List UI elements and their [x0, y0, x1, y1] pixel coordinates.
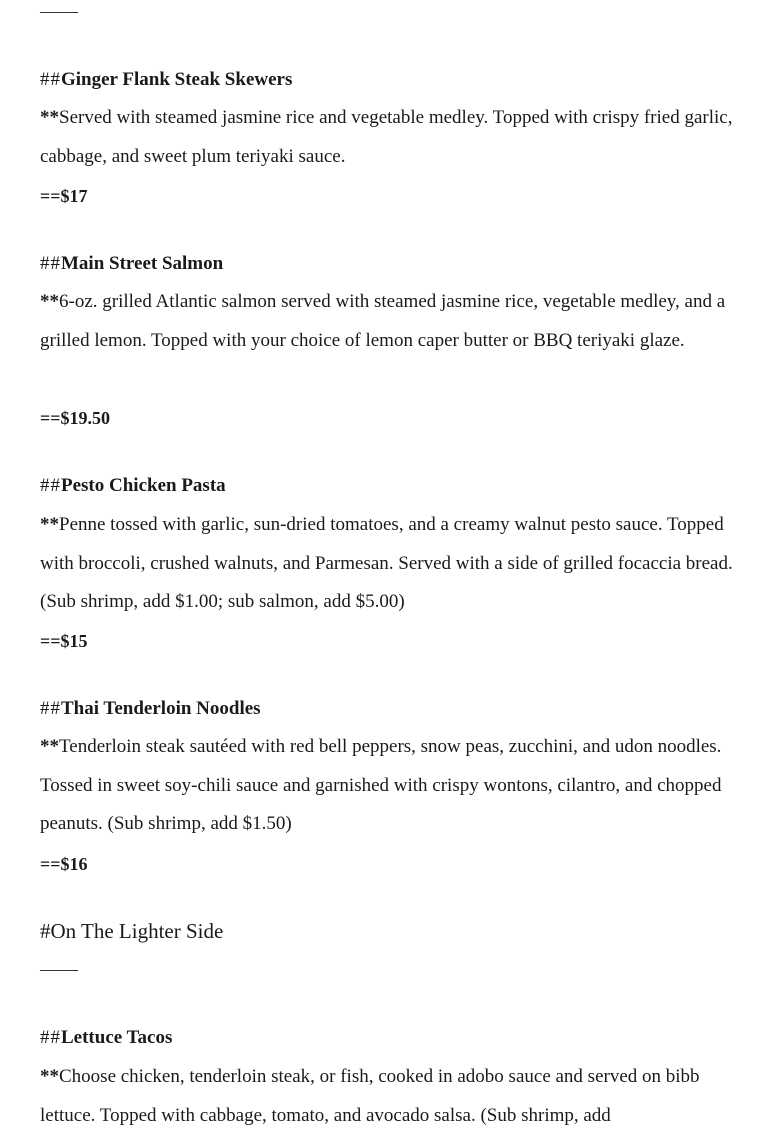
menu-item-description	[40, 728, 740, 844]
menu-item-description	[40, 506, 740, 622]
desc-marker: **	[40, 291, 59, 312]
menu-item-title	[40, 697, 261, 721]
title-marker: ##	[40, 253, 61, 274]
menu-item-title	[40, 68, 292, 92]
menu-item-name: Main Street Salmon	[61, 253, 224, 274]
menu-item-price: ==$19.50	[40, 408, 111, 428]
top-divider: ——	[40, 1, 78, 22]
desc-marker: **	[40, 736, 59, 757]
menu-item-description-text: Served with steamed jasmine rice and vegetable medley. Topped with crispy fried garlic, cabbage, and sweet plum teriyaki sauce.	[40, 107, 733, 167]
menu-item-name: Lettuce Tacos	[61, 1027, 173, 1048]
menu-item-description-text: Choose chicken, tenderloin steak, or fish, cooked in adobo sauce and served on bibb lettuce. Topped with cabbage, tomato, and avocado salsa. (Sub shrimp, add	[40, 1066, 700, 1126]
menu-item-price: ==$17	[40, 186, 88, 206]
menu-item-description	[40, 99, 740, 176]
menu-item-description-text: 6-oz. grilled Atlantic salmon served with steamed jasmine rice, vegetable medley, and a grilled lemon. Topped with your choice of lemon caper butter or BBQ teriyaki glaze.	[40, 291, 726, 351]
desc-marker: **	[40, 514, 59, 535]
menu-item-description	[40, 283, 740, 360]
title-marker: ##	[40, 69, 61, 90]
menu-item-name: Ginger Flank Steak Skewers	[61, 69, 293, 90]
section-divider: ——	[40, 959, 78, 980]
menu-item-description	[40, 1058, 740, 1135]
menu-item-description-text: Penne tossed with garlic, sun-dried tomatoes, and a creamy walnut pesto sauce. Topped with broccoli, crushed walnuts, and Parmesan. Served with a side of grilled focaccia bread. (Sub shrimp, add $1.00; sub salmon, add $5.00)	[40, 514, 733, 613]
section-heading: #On The Lighter Side	[40, 919, 224, 943]
desc-marker: **	[40, 107, 59, 128]
menu-item-title	[40, 252, 223, 276]
menu-item-title	[40, 474, 226, 498]
menu-item-name: Thai Tenderloin Noodles	[61, 698, 261, 719]
menu-item-description-text: Tenderloin steak sautéed with red bell peppers, snow peas, zucchini, and udon noodles. Tossed in sweet soy-chili sauce and garnished with crispy wontons, cilantro, and chopped peanuts. (Sub shrimp, add $1.50)	[40, 736, 722, 835]
menu-item-price: ==$16	[40, 854, 88, 874]
menu-item-title	[40, 1026, 172, 1050]
title-marker: ##	[40, 475, 61, 496]
menu-item-name: Pesto Chicken Pasta	[61, 475, 226, 496]
title-marker: ##	[40, 698, 61, 719]
desc-marker: **	[40, 1066, 59, 1087]
menu-item-price: ==$15	[40, 631, 88, 651]
title-marker: ##	[40, 1027, 61, 1048]
